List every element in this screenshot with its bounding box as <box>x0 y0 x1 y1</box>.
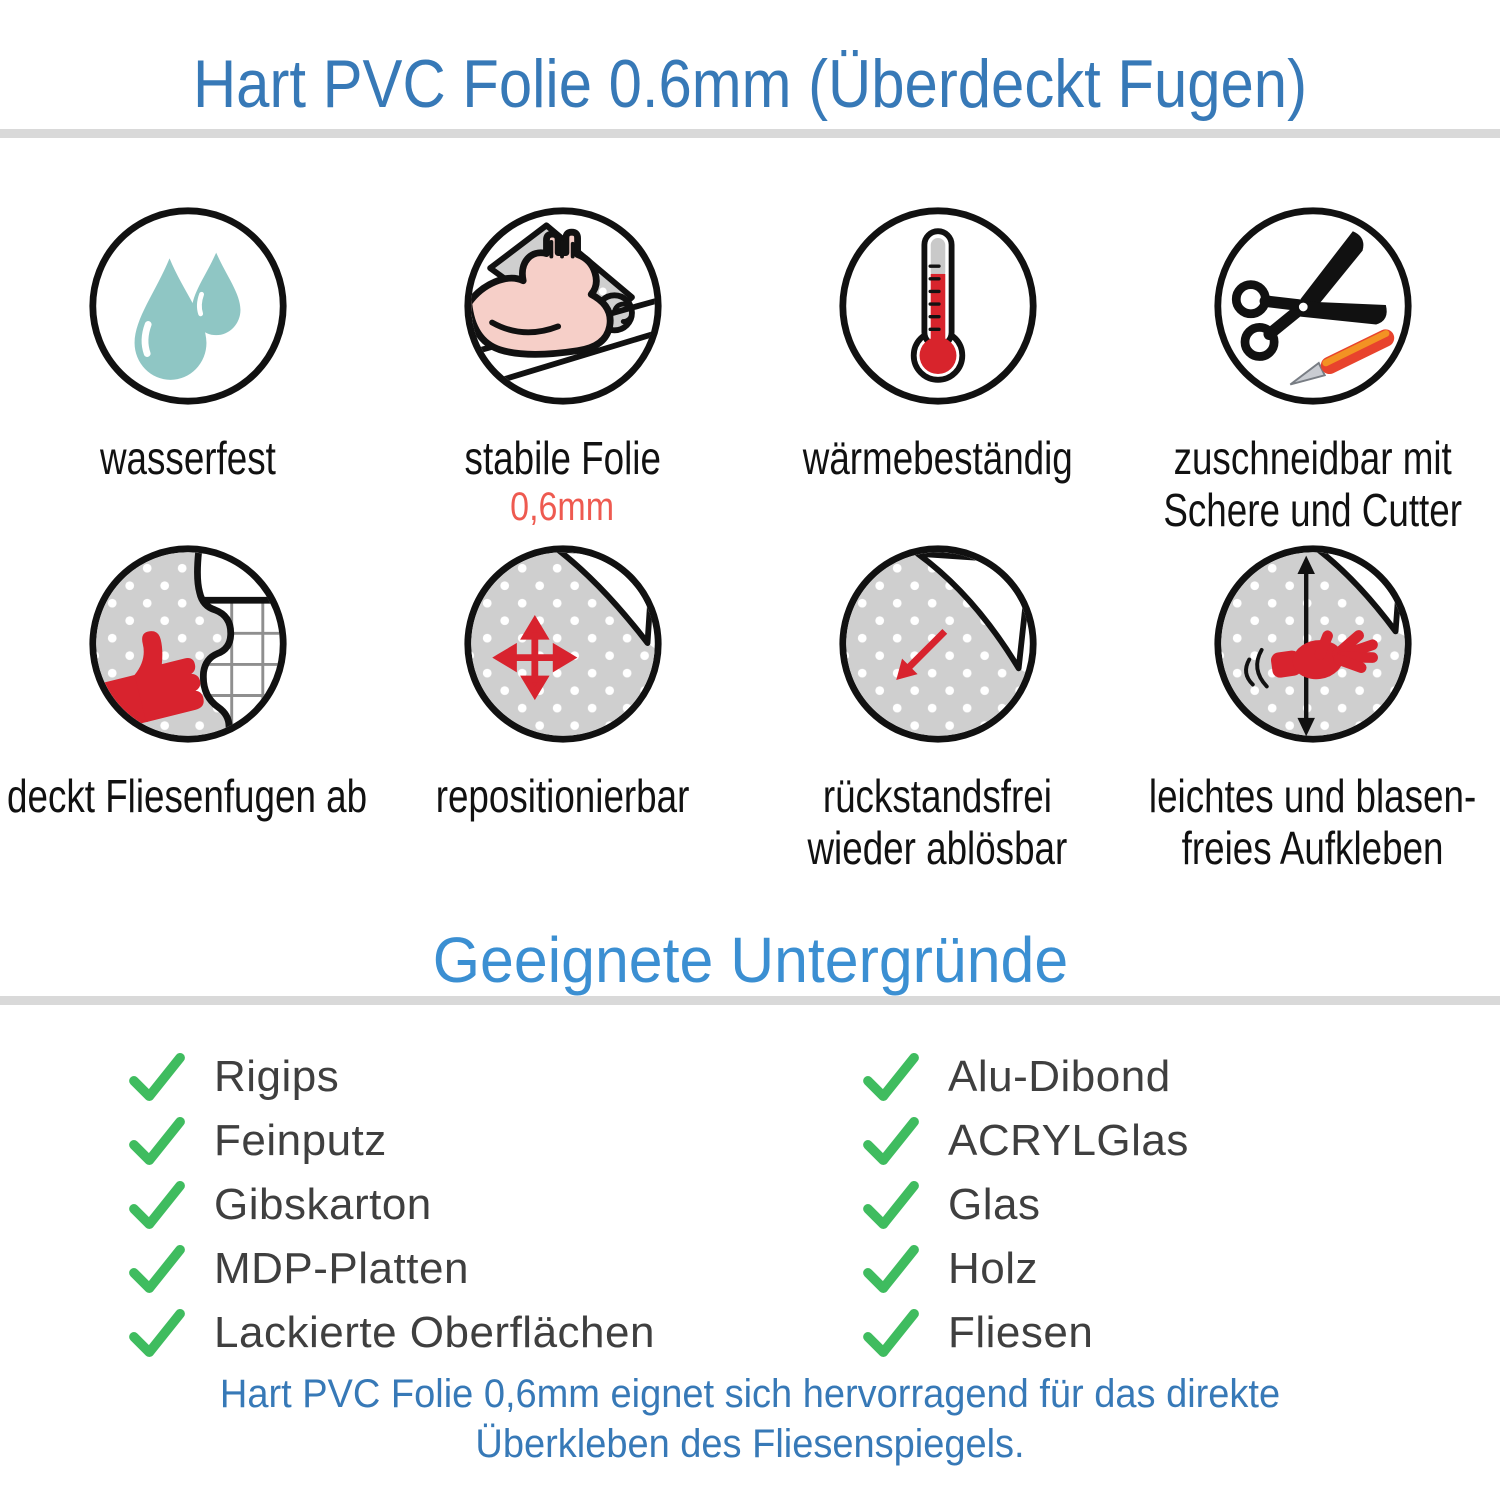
feature-caption: zuschneidbar mit Schere und Cutter <box>1163 432 1462 536</box>
list-item <box>862 1301 1500 1365</box>
feature-waermebestaendig <box>750 204 1125 542</box>
feature-caption: rückstandsfrei wieder ablösbar <box>807 770 1068 874</box>
feature-repositionierbar <box>375 542 750 880</box>
footer-note <box>0 1369 1500 1469</box>
feature-caption: deckt Fliesenfugen ab <box>7 770 368 822</box>
feature-leichtes-aufkleben <box>1125 542 1500 880</box>
move-arrows-foil-icon <box>461 542 665 746</box>
check-icon <box>862 1308 920 1358</box>
surface-label: Alu-Dibond <box>948 1052 1171 1101</box>
feature-rueckstandsfrei <box>750 542 1125 880</box>
surfaces-heading: Geeignete Untergründe <box>432 924 1068 996</box>
list-item <box>128 1301 862 1365</box>
feature-caption: wasserfest <box>99 432 276 484</box>
check-icon <box>862 1244 920 1294</box>
peel-off-arrow-icon <box>836 542 1040 746</box>
title-divider <box>0 129 1500 138</box>
surfaces-column-right <box>862 1045 1500 1365</box>
list-item <box>128 1173 862 1237</box>
feature-caption: stabile Folie <box>464 432 661 484</box>
surface-label: Holz <box>948 1244 1039 1293</box>
check-icon <box>128 1116 186 1166</box>
surface-label: MDP-Platten <box>214 1244 469 1293</box>
surface-label: Lackierte Oberflächen <box>214 1308 655 1357</box>
list-item <box>128 1045 862 1109</box>
check-icon <box>128 1308 186 1358</box>
page-title <box>0 0 1500 129</box>
footer-line-1: Hart PVC Folie 0,6mm eignet sich hervorragend für das direkte <box>219 1372 1281 1416</box>
thumb-up-tiles-icon <box>86 542 290 746</box>
feature-grid <box>0 138 1500 880</box>
feature-caption: wärmebeständig <box>802 432 1073 484</box>
surface-label: Glas <box>948 1180 1041 1229</box>
check-icon <box>128 1244 186 1294</box>
feature-deckt-fugen <box>0 542 375 880</box>
feature-sub-label: 0,6mm <box>510 485 615 529</box>
page-title-text: Hart PVC Folie 0.6mm (Überdeckt Fugen) <box>192 46 1308 122</box>
hand-apply-foil-icon <box>1211 542 1415 746</box>
feature-caption: repositionierbar <box>435 770 690 822</box>
feature-zuschneidbar <box>1125 204 1500 542</box>
scissors-cutter-icon <box>1211 204 1415 408</box>
check-icon <box>862 1116 920 1166</box>
water-drops-icon <box>86 204 290 408</box>
feature-stabile-folie <box>375 204 750 542</box>
check-icon <box>128 1052 186 1102</box>
surfaces-divider <box>0 996 1500 1005</box>
list-item <box>862 1237 1500 1301</box>
surface-label: Fliesen <box>948 1308 1094 1357</box>
list-item <box>128 1237 862 1301</box>
check-icon <box>862 1180 920 1230</box>
strong-arm-foil-icon <box>461 204 665 408</box>
footer-line-2: Überkleben des Fliesenspiegels. <box>475 1422 1025 1466</box>
surface-label: ACRYLGlas <box>948 1116 1189 1165</box>
list-item <box>862 1045 1500 1109</box>
check-icon <box>862 1052 920 1102</box>
surfaces-column-left <box>128 1045 862 1365</box>
surface-label: Gibskarton <box>214 1180 432 1229</box>
list-item <box>862 1109 1500 1173</box>
list-item <box>128 1109 862 1173</box>
surface-label: Feinputz <box>214 1116 387 1165</box>
check-icon <box>128 1180 186 1230</box>
feature-wasserfest <box>0 204 375 542</box>
thermometer-icon <box>836 204 1040 408</box>
list-item <box>862 1173 1500 1237</box>
surfaces-list <box>0 1005 1500 1365</box>
surface-label: Rigips <box>214 1052 340 1101</box>
feature-caption: leichtes und blasen- freies Aufkleben <box>1148 770 1477 874</box>
